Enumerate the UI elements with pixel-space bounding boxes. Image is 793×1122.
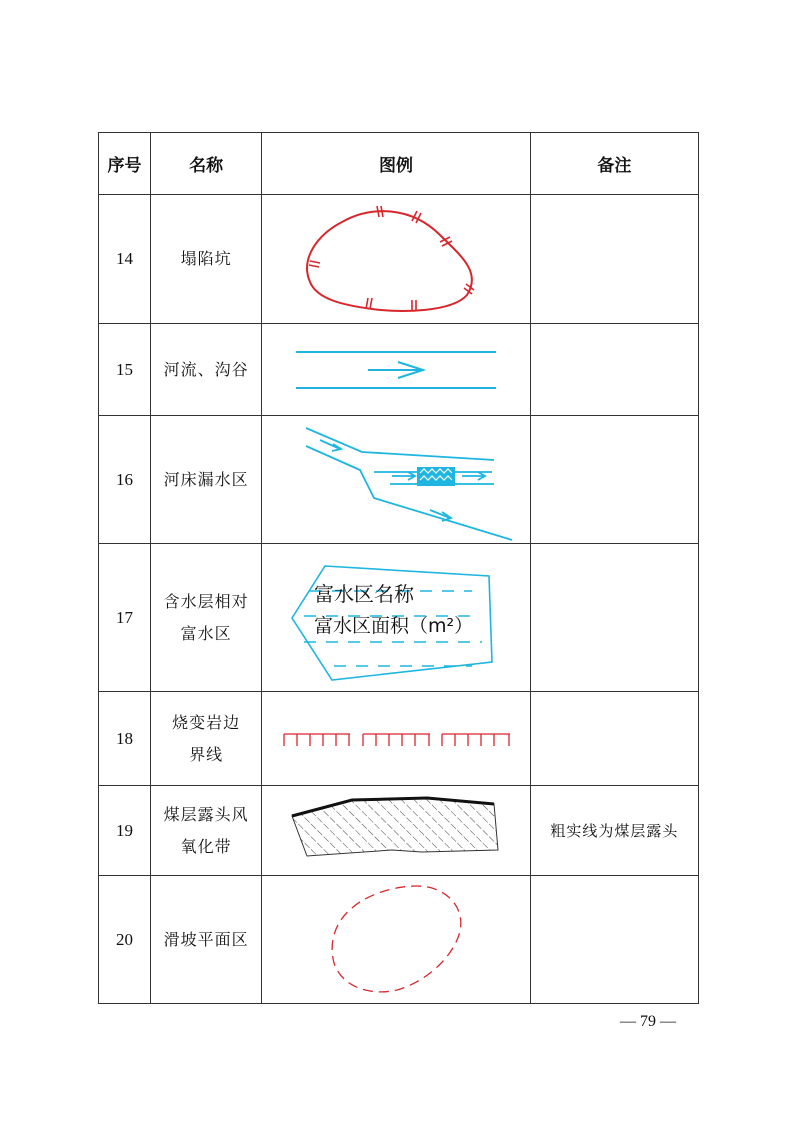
row-note: 粗实线为煤层露头 (530, 786, 698, 876)
water-rich-zone-symbol (262, 546, 530, 690)
table-row (99, 786, 699, 876)
header-row (99, 133, 699, 195)
table-row (99, 324, 699, 416)
coal-outcrop-oxidation-symbol (262, 788, 530, 874)
row-name-line: 煤层露头风 (163, 804, 249, 824)
collapse-pit-symbol (262, 197, 530, 322)
legend-text-zone-name: 富水区名称 (314, 581, 415, 606)
row-number: 16 (99, 416, 151, 544)
legend-table (98, 132, 699, 1004)
table-row (99, 876, 699, 1004)
row-name-line: 烧变岩边 (172, 712, 241, 732)
header-no: 序号 (99, 133, 151, 195)
row-name-line: 含水层相对 (163, 591, 249, 611)
row-number: 18 (99, 692, 151, 786)
riverbed-leakage-symbol (262, 418, 530, 542)
burnt-rock-boundary-symbol (262, 694, 530, 784)
row-number: 19 (99, 786, 151, 876)
landslide-area-symbol (262, 878, 530, 1002)
river-valley-symbol (262, 326, 530, 414)
row-name-line: 氧化带 (180, 836, 232, 856)
row-note (530, 195, 698, 324)
row-number: 20 (99, 876, 151, 1004)
row-note (530, 324, 698, 416)
row-note (530, 544, 698, 692)
row-name-line: 富水区 (180, 623, 232, 643)
header-name: 名称 (151, 133, 262, 195)
header-note: 备注 (530, 133, 698, 195)
table-row (99, 544, 699, 692)
row-number: 14 (99, 195, 151, 324)
row-note (530, 876, 698, 1004)
row-name-line: 河床漏水区 (163, 469, 249, 489)
table-row (99, 692, 699, 786)
row-note (530, 416, 698, 544)
row-name-line: 塌陷坑 (180, 249, 232, 268)
header-legend: 图例 (262, 133, 530, 195)
table-row (99, 195, 699, 324)
page-number: — 79 — (620, 1013, 676, 1030)
table-row (99, 416, 699, 544)
row-number: 15 (99, 324, 151, 416)
legend-text-zone-area: 富水区面积（m²） (314, 614, 474, 637)
row-note (530, 692, 698, 786)
row-name-line: 界线 (189, 744, 224, 764)
row-number: 17 (99, 544, 151, 692)
row-name-line: 河流、沟谷 (163, 359, 249, 379)
row-name-line: 滑坡平面区 (163, 929, 249, 949)
